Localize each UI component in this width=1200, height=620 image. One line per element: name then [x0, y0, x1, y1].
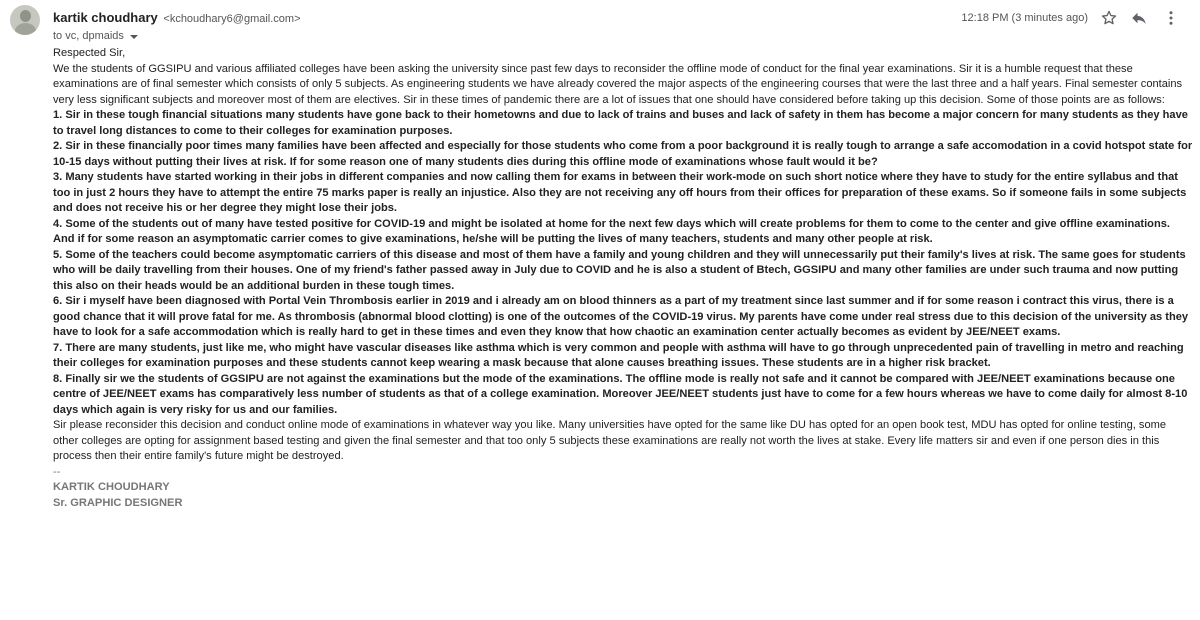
chevron-down-icon[interactable] — [130, 35, 138, 39]
greeting: Respected Sir, — [53, 47, 126, 59]
recipients-line[interactable] — [53, 29, 1200, 43]
sender-avatar[interactable] — [10, 5, 40, 35]
signature-title: Sr. GRAPHIC DESIGNER — [53, 496, 183, 509]
signature — [53, 465, 1193, 512]
message-body — [53, 46, 1193, 511]
avatar-body-shape — [15, 23, 36, 35]
point-8: 8. Finally sir we the students of GGSIPU are not against the examinations but the mode of the examinations. The offline mode is really not safe and it cannot be compared with JEE/NEET examinations because one centre of JEE/NEET exams has comparatively less number of students as that of a college examination. Moreover JEE/NEET students just have to come for a few hours whereas we have to come daily for almost 8-10 days which again is very risky for us and our families. — [53, 372, 1188, 416]
point-1: 1. Sir in these tough financial situations many students have gone back to their hometowns and due to lack of trains and buses and lack of safety in them has become a major concern for many students as they have to travel long distances to come to their colleges for examination purposes. — [53, 109, 1188, 137]
recipients-text: to vc, dpmaids — [53, 30, 124, 42]
point-4: 4. Some of the students out of many have tested positive for COVID-19 and might be isolated at home for the next few days which will create problems for them to come to the center and give offline examinations. And if for some reason an asymptomatic carrier comes to give examinations, he/she will be putting the lives of many teachers, students and many other people at risk. — [53, 217, 1170, 245]
sender-email: <kchoudhary6@gmail.com> — [163, 13, 301, 25]
timestamp: 12:18 PM (3 minutes ago) — [961, 12, 1088, 24]
signature-separator: -- — [53, 465, 61, 478]
more-vertical-icon[interactable] — [1162, 9, 1180, 27]
star-icon[interactable] — [1100, 9, 1118, 27]
point-5: 5. Some of the teachers could become asymptomatic carriers of this disease and most of them have a family and young children and they will unnecessarily put their family's lives at risk. The same goes for students who will be daily travelling from their houses. One of my friend's father passed away in July due to COVID and he is also a student of Btech, GGSIPU and many other families are under such trauma and now putting this also on their heads would be an additional burden in these tough times. — [53, 248, 1186, 292]
signature-name: KARTIK CHOUDHARY — [53, 481, 170, 493]
closing-paragraph: Sir please reconsider this decision and conduct online mode of examinations in whatever way you like. Many universities have opted for the same like DU has opted for an open book test, MDU has opted for online testing, some other colleges are opting for assignment based testing and given the final semester and that too only 5 subjects these examinations are really not worth the lives at stake. Every life matters sir and even if one person dies in this process then their entire family's future might be destroyed. — [53, 419, 1167, 462]
point-2: 2. Sir in these financially poor times many families have been affected and especially for those students who come from a poor background it is really tough to arrange a safe accomodation in a covid hotspot state for 10-15 days without putting their lives at risk. If for some reason one of many students dies during this offline mode of examinations whose fault would it be? — [53, 140, 1193, 168]
message-meta — [961, 9, 1180, 27]
point-3: 3. Many students have started working in their jobs in different companies and now calling them for exams in between their work-mode on such short notice where they have to study for the entire syllabus and that too in just 2 hours they have to attempt the entire 75 marks paper is really an injustice. Also they are not receiving any off hours from their offices for preparation of these exams. So if someone fails in some subjects and does not receive his or her degree they might lose their jobs. — [53, 171, 1187, 214]
reply-icon[interactable] — [1130, 9, 1148, 27]
sender-name[interactable]: kartik choudhary — [53, 10, 158, 25]
point-7: 7. There are many students, just like me, who might have vascular diseases like asthma which is very common and people with asthma will have to go through unprecedented pain of travelling in metro and reaching their colleges for examination purposes and these students cannot keep wearing a mask because that alone causes breathing issues. These students are in a higher risk bracket. — [53, 341, 1184, 369]
intro-paragraph: We the students of GGSIPU and various affiliated colleges have been asking the university since past few days to reconsider the offline mode of conduct for the final year examinations. Sir it is a humble request that these examinations are of final semester which consists of only 5 subjects. As engineering students we have already covered the major aspects of the engineering courses that were the last three and a half years. Final semester contains very less significant subjects and moreover most of them are electives. Sir in these times of pandemic there are a lot of issues that one should have considered before taking up this decision. Some of those points are as follows: — [53, 62, 1183, 106]
point-6: 6. Sir i myself have been diagnosed with Portal Vein Thrombosis earlier in 2019 and i already am on blood thinners as a part of my treatment since last summer and if for some reason i contract this virus, there is a good chance that it will prove fatal for me. As thrombosis (abnormal blood clotting) is one of the outcomes of the COVID-19 virus. My parents have come under real stress due to this decision of the university as they have to look for a safe accommodation which is really hard to get in these times and even they know that how chaotic an examination center actually becomes as evident by JEE/NEET exams. — [53, 295, 1189, 338]
avatar-head-shape — [20, 10, 31, 22]
